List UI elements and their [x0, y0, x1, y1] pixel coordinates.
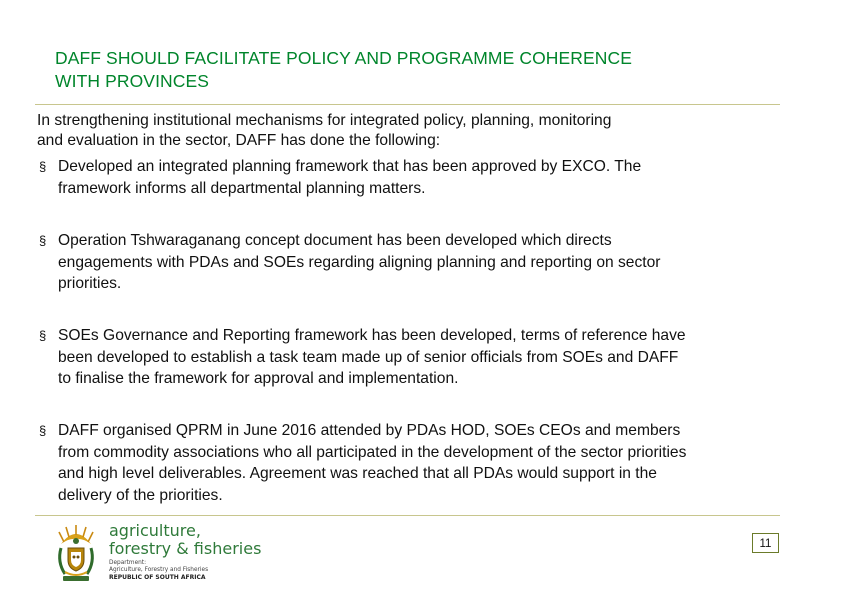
- logo-sub-line: Agriculture, Forestry and Fisheries: [109, 567, 209, 573]
- bullet-line: engagements with PDAs and SOEs regarding aligning planning and reporting on sector: [58, 253, 661, 271]
- bullet-marker-icon: §: [39, 328, 47, 343]
- bullet-marker-icon: §: [39, 159, 47, 174]
- bullet-line: Operation Tshwaraganang concept document has been developed which directs: [58, 232, 612, 249]
- slide-title: [55, 47, 795, 93]
- bullet-line: delivery of the priorities.: [58, 486, 223, 504]
- logo-name-line: forestry & fisheries: [109, 539, 262, 558]
- bullet-item: [37, 230, 787, 295]
- slide-title-line: WITH PROVINCES: [55, 71, 210, 91]
- logo-subtitle: [109, 560, 208, 581]
- bullet-line: Developed an integrated planning framework that has been approved by EXCO. The: [58, 158, 642, 175]
- intro-line: and evaluation in the sector, DAFF has done the following:: [37, 132, 441, 149]
- bullet-line: been developed to establish a task team made up of senior officials from SOEs and DAFF: [58, 348, 679, 366]
- bullet-line: DAFF organised QPRM in June 2016 attended by PDAs HOD, SOEs CEOs and members: [58, 422, 681, 439]
- bullet-line: and high level deliverables. Agreement was reached that all PDAs would support in the: [58, 465, 657, 482]
- bullet-item: [37, 420, 787, 506]
- logo-sub-line: Department:: [109, 560, 147, 566]
- page-number: 11: [752, 533, 779, 553]
- department-logo: [55, 521, 262, 587]
- bullet-item: [37, 325, 787, 390]
- bottom-divider: [35, 515, 780, 516]
- bullet-line: SOEs Governance and Reporting framework has been developed, terms of reference have: [58, 327, 686, 344]
- bullet-marker-icon: §: [39, 233, 47, 248]
- coat-of-arms-icon: [55, 522, 97, 584]
- bullet-line: from commodity associations who all participated in the development of the sector priorities: [58, 443, 687, 461]
- top-divider: [35, 104, 780, 105]
- bullet-marker-icon: §: [39, 423, 47, 438]
- bullet-line: to finalise the framework for approval and implementation.: [58, 370, 459, 387]
- logo-name: [109, 522, 261, 558]
- intro-line: In strengthening institutional mechanisms for integrated policy, planning, monitoring: [37, 112, 612, 129]
- logo-name-line: agriculture,: [109, 521, 201, 540]
- bullet-line: priorities.: [58, 275, 122, 292]
- bullet-item: [37, 156, 787, 199]
- bullet-line: framework informs all departmental planning matters.: [58, 179, 426, 197]
- intro-paragraph: [37, 111, 787, 151]
- slide-title-line: DAFF SHOULD FACILITATE POLICY AND PROGRAMME COHERENCE: [55, 48, 633, 68]
- logo-sub-line: REPUBLIC OF SOUTH AFRICA: [109, 574, 206, 581]
